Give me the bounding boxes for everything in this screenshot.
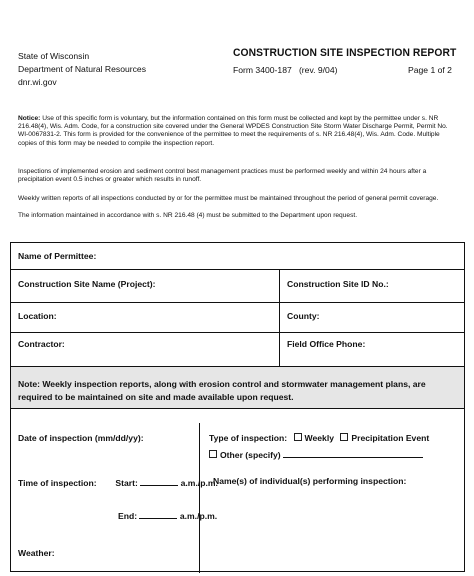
- end-time-row: [118, 509, 217, 521]
- weekly-checkbox[interactable]: [294, 433, 302, 441]
- type-of-inspection-text: Type of inspection:: [209, 433, 288, 443]
- divider: [279, 333, 280, 366]
- row-location: [11, 303, 464, 333]
- agency-line-3: dnr.wi.gov: [18, 77, 57, 87]
- row-site: [11, 270, 464, 303]
- type-of-inspection-label: [209, 433, 429, 443]
- time-of-inspection-row: [18, 476, 218, 488]
- field-office-phone-field[interactable]: Field Office Phone:: [287, 339, 366, 349]
- form-number-text: Form 3400-187: [233, 65, 292, 75]
- other-checkbox[interactable]: [209, 450, 217, 458]
- start-am-pm-label: a.m./p.m.: [180, 478, 218, 488]
- end-time-input[interactable]: [139, 509, 177, 519]
- names-performing-field[interactable]: Name(s) of individual(s) performing inspection:: [213, 476, 407, 486]
- note-text: Note: Weekly inspection reports, along with erosion control and stormwater management plans, are required to be maintained on site and made available upon request.: [18, 379, 426, 402]
- end-label: End:: [118, 511, 138, 521]
- notice-text: Use of this specific form is voluntary, but the information contained on this form must be collected and kept by the permittee under s. NR 216.48(4), Wis. Adm. Code, for a construction site covered under the General WPDES Construction Site Storm Water Discharge Permit, Permit No. WI-0067831-2. This form is provided for the convenience of the permittee to meet the requirements of s. NR 216.48(4), Wis. Adm. Code. Multiple copies of this form may be needed to compile the inspection report.: [18, 115, 448, 147]
- location-field[interactable]: Location:: [18, 311, 57, 321]
- other-specify-row: [209, 448, 423, 460]
- end-am-pm-label: a.m./p.m.: [179, 511, 218, 521]
- contractor-field[interactable]: Contractor:: [18, 339, 65, 349]
- note-row: [11, 367, 464, 409]
- inspection-form: [10, 242, 465, 572]
- weekly-reports-text: Weekly written reports of all inspections conducted by or for the permittee must be maintained throughout the period of general permit coverage.: [18, 195, 439, 202]
- page-title: CONSTRUCTION SITE INSPECTION REPORT: [233, 47, 457, 59]
- row-contractor: [11, 333, 464, 367]
- page-indicator: Page 1 of 2: [408, 65, 452, 75]
- divider: [279, 270, 280, 302]
- other-specify-input[interactable]: [283, 448, 423, 458]
- other-specify-label: Other (specify): [220, 450, 281, 460]
- weather-field[interactable]: Weather:: [18, 548, 55, 558]
- inspection-requirement-text: Inspections of implemented erosion and sediment control best management practices must be performed weekly and within 24 hours after a precipitation event 0.5 inches or greater which results in runoff.: [18, 168, 427, 184]
- start-time-input[interactable]: [140, 476, 178, 486]
- notice-paragraph: [18, 115, 458, 148]
- start-label: Start:: [115, 478, 138, 488]
- form-number: [233, 64, 337, 77]
- row-permittee: [11, 243, 464, 270]
- divider: [279, 303, 280, 332]
- agency-line-2: Department of Natural Resources: [18, 64, 147, 74]
- county-field[interactable]: County:: [287, 311, 320, 321]
- date-of-inspection-field[interactable]: Date of inspection (mm/dd/yy):: [18, 433, 144, 443]
- form-revision: (rev. 9/04): [298, 65, 338, 75]
- site-name-field[interactable]: Construction Site Name (Project):: [18, 279, 156, 289]
- divider: [199, 423, 200, 573]
- precipitation-event-label: Precipitation Event: [351, 433, 430, 443]
- weekly-label: Weekly: [304, 433, 334, 443]
- agency-block: [18, 50, 146, 89]
- submission-text: The information maintained in accordance with s. NR 216.48 (4) must be submitted to the Department upon request.: [18, 212, 358, 219]
- name-of-permittee-field[interactable]: Name of Permittee:: [18, 251, 97, 261]
- site-id-field[interactable]: Construction Site ID No.:: [287, 279, 389, 289]
- time-of-inspection-label: Time of inspection:: [18, 478, 97, 488]
- precipitation-event-checkbox[interactable]: [340, 433, 348, 441]
- agency-line-1: State of Wisconsin: [18, 51, 90, 61]
- notice-label: Notice:: [18, 115, 41, 122]
